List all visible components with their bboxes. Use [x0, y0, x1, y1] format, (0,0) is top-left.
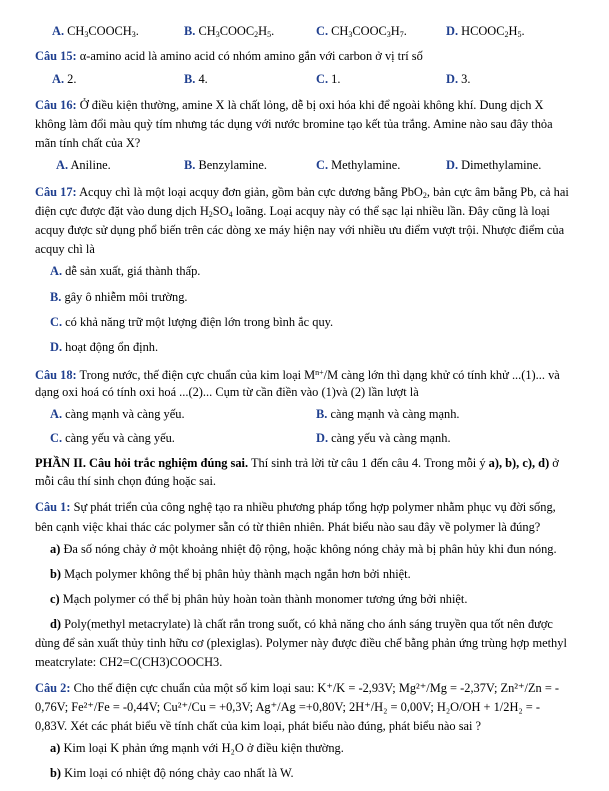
q17-option-d: D. hoạt động ổn định. — [50, 340, 159, 354]
q16-stem-line2: không làm đổi màu quỳ tím nhưng tác dụng với nước bromine tạo kết tủa trắng. Amine nào sau đây thỏa — [35, 117, 553, 131]
part2-heading: PHẦN II. Câu hỏi trắc nghiệm đúng sai. Thí sinh trả lời từ câu 1 đến câu 4. Trong mỗi ý a), b), c), d) ở — [35, 456, 559, 470]
q14-option-d: D. $HCOOC_2H_5$. — [446, 24, 525, 39]
p2q2-stem-line3: 0,83V. Xét các phát biểu về tính chất của kim loại, phát biểu nào đúng, phát biểu nào sai ? — [35, 719, 482, 733]
q14-option-c: C. $CH_3COOC_3H_7$. — [316, 24, 407, 39]
q15-option-b: B. 4. — [184, 72, 208, 86]
q16-stem-line1: Câu 16: Ở điều kiện thường, amine X là chất lỏng, dễ bị oxi hóa khi để ngoài không khí. Dung dịch X — [35, 98, 544, 112]
part2-heading-line2: mỗi câu thí sinh chọn đúng hoặc sai. — [35, 474, 217, 488]
q14-option-a: A. $CH_3COOCH_3$. — [52, 24, 139, 39]
q17-option-a: A. dễ sản xuất, giá thành thấp. — [50, 264, 201, 278]
q15-stem: Câu 15: α-amino acid là amino acid có nhóm amino gắn với carbon ở vị trí số — [35, 49, 423, 63]
p2q2-stem-line2: 0,76V; Fe²⁺/Fe = -0,44V; Cu²⁺/Cu = +0,3V; Ag⁺/Ag =+0,80V; 2H⁺/H₂ = 0,00V; H₂O/OH + 1/2H₂ = - — [35, 700, 541, 714]
q18-option-a: A. càng mạnh và càng yếu. — [50, 407, 185, 421]
p2q1-statement-d-line2: dùng để sản xuất thủy tinh hữu cơ (plexiglas). Polymer này được điều chế bằng phản ứng trùng hợp methyl — [35, 636, 567, 650]
q16-option-d: D. Dimethylamine. — [446, 158, 542, 172]
q18-option-d: D. càng yếu và càng mạnh. — [316, 431, 451, 445]
q16-stem-line3: mãn tính chất của X? — [35, 136, 141, 150]
p2q1-statement-a: a) Đa số nóng chảy ở một khoảng nhiệt độ rộng, hoặc không nóng chảy mà bị phân hủy khi đun nóng. — [50, 542, 557, 556]
q15-option-d: D. 3. — [446, 72, 471, 86]
q14-option-b: B. $CH_3COOC_2H_5$. — [184, 24, 275, 39]
p2q2-statement-b: b) Kim loại có nhiệt độ nóng chảy cao nhất là W. — [50, 766, 294, 780]
q18-stem-line1: Câu 18: Trong nước, thế điện cực chuẩn của kim loại $M^{n+}/M$ càng lớn thì dạng khử có tính khử ...(1)... và — [35, 368, 560, 382]
p2q1-statement-c: c) Mạch polymer có thể bị phân hủy hoàn toàn thành monomer tương ứng bởi nhiệt. — [50, 592, 468, 606]
q18-stem-line2: dạng oxi hoá có tính oxi hoá ...(2)... Cụm từ cần điền vào (1)và (2) lần lượt là — [35, 385, 419, 399]
q16-option-b: B. Benzylamine. — [184, 158, 267, 172]
q17-stem-line4: acquy chì là — [35, 242, 95, 256]
q16-option-c: C. Methylamine. — [316, 158, 401, 172]
p2q2-stem-line1: Câu 2: Cho thế điện cực chuẩn của một số kim loại sau: K⁺/K = -2,93V; Mg²⁺/Mg = -2,37V; Zn²⁺/Zn = - — [35, 681, 560, 695]
q17-stem-line1: Câu 17: Acquy chì là một loại acquy đơn giản, gồm bản cực dương bằng PbO$_2$, bản cực âm bằng Pb, cả hai — [35, 185, 569, 200]
q15-option-c: C. 1. — [316, 72, 341, 86]
p2q1-stem-line2: bên cạnh việc khai thác các polymer sẵn có từ thiên nhiên. Phát biểu nào sau đây về polymer là đúng? — [35, 520, 541, 534]
p2q1-statement-d-line3: meatcrylate: CH2=C(CH3)COOCH3. — [35, 655, 223, 669]
q17-option-c: C. có khả năng trữ một lượng điện lớn trong bình ắc quy. — [50, 315, 334, 329]
q17-option-b: B. gây ô nhiễm môi trường. — [50, 290, 188, 304]
q18-option-b: B. càng mạnh và càng mạnh. — [316, 407, 460, 421]
p2q1-statement-d: d) Poly(methyl metacrylate) là chất rắn trong suốt, có khả năng cho ánh sáng truyền qua tốt nên được — [50, 617, 553, 631]
p2q2-statement-a: a) Kim loại K phản ứng mạnh với H₂O ở điều kiện thường. — [50, 741, 344, 755]
q17-stem-line3: acquy được sử dụng phổ biến trên các dòng xe máy hiện nay với nhiều ưu điểm vượt trội. Nhược điểm của — [35, 223, 565, 237]
p2q1-statement-b: b) Mạch polymer không thể bị phân hủy thành mạch ngắn hơn bởi nhiệt. — [50, 567, 411, 581]
q16-option-a: A. Aniline. — [56, 158, 111, 172]
q17-stem-line2: điện cực được đặt vào dung dịch $H_2SO_4$ loãng. Loại acquy này có thể sạc lại nhiều lần. Đây cũng là loại — [35, 204, 550, 219]
q18-option-c: C. càng yếu và càng yếu. — [50, 431, 175, 445]
q15-option-a: A. 2. — [52, 72, 77, 86]
p2q1-stem-line1: Câu 1: Sự phát triển của công nghệ tạo ra nhiều phương pháp tổng hợp polymer nhằm phục vụ đời sống, — [35, 500, 556, 514]
